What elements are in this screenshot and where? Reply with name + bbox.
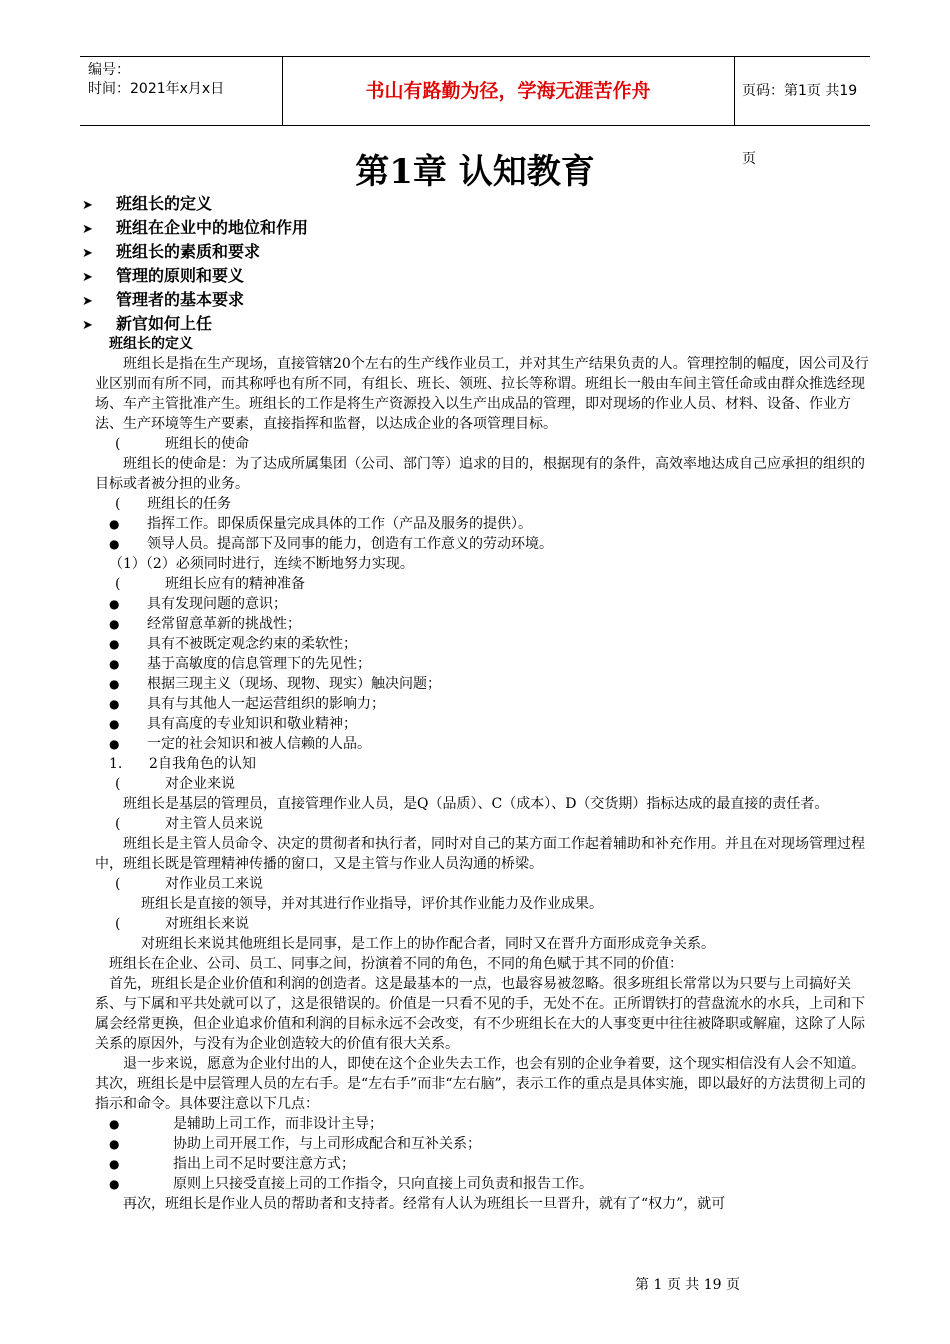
list-item: ● 具有高度的专业知识和敬业精神； [109, 716, 357, 732]
toc-list [82, 192, 308, 336]
dot-bullet-icon: ● [109, 697, 120, 711]
list-item: ● 指出上司不足时要注意方式； [109, 1156, 355, 1172]
toc-item: ➤ 管理的原则和要义 [82, 264, 308, 288]
arrow-bullet-icon: ➤ [82, 198, 93, 213]
header-table [80, 56, 870, 167]
toc-item: ➤ 班组长的定义 [82, 192, 308, 216]
dot-bullet-icon: ● [109, 637, 120, 651]
footer-page-number: 第 1 页 共 19 页 [635, 1277, 740, 1293]
dot-bullet-icon: ● [109, 737, 120, 751]
paragraph: 首先，班组长是企业价值和利润的创造者。这是最基本的一点，也最容易被忽略。很多班组长常常以为只要与上司搞好关系、与下属和平共处就可以了，这是很错误的。价值是一只看不见的手，无处不在。正所谓铁打的营盘流水的水兵，上司和下属会经常更换，但企业追求价值和利润的目标永远不会改变，有不少班组长在大的人事变更中往往被降职或解雇，这除了人际关系的原因外，与没有为企业创造较大的价值有很大关系。 [95, 976, 865, 1052]
time-label: 时间：2021年x月x日 [88, 81, 225, 97]
subsection-heading: ( 对主管人员来说 [115, 816, 263, 832]
paragraph: 班组长是直接的领导，并对其进行作业指导，评价其作业能力及作业成果。 [141, 896, 603, 912]
subsection-heading: ( 班组长的使命 [115, 436, 249, 452]
list-item: ● 具有发现问题的意识； [109, 596, 287, 612]
list-item: ● 基于高敏度的信息管理下的先见性； [109, 656, 371, 672]
dot-bullet-icon: ● [109, 1117, 120, 1131]
arrow-bullet-icon: ➤ [82, 294, 93, 309]
chapter-title: 第1章 认知教育 [355, 152, 595, 192]
arrow-bullet-icon: ➤ [82, 318, 93, 333]
arrow-bullet-icon: ➤ [82, 246, 93, 261]
dot-bullet-icon: ● [109, 1157, 120, 1171]
subsection-heading: ( 对作业员工来说 [115, 876, 263, 892]
list-item: ● 具有不被既定观念约束的柔软性； [109, 636, 357, 652]
dot-bullet-icon: ● [109, 1177, 120, 1191]
dot-bullet-icon: ● [109, 617, 120, 631]
list-item: ● 是辅助上司工作，而非设计主导； [109, 1116, 383, 1132]
list-item: ● 指挥工作。即保质保量完成具体的工作（产品及服务的提供）。 [109, 516, 532, 532]
header-page-code: 页码：第1页 共19页 [742, 83, 858, 167]
arrow-bullet-icon: ➤ [82, 270, 93, 285]
paragraph: （1）（2）必须同时进行，连续不断地努力实现。 [109, 556, 414, 572]
dot-bullet-icon: ● [109, 597, 120, 611]
toc-item: ➤ 班组在企业中的地位和作用 [82, 216, 308, 240]
page-footer [0, 1274, 950, 1294]
subsection-heading: ( 班组长的任务 [115, 496, 232, 512]
paragraph: 班组长的使命是：为了达成所属集团（公司、部门等）追求的目的，根据现有的条件，高效率地达成自己应承担的组织的目标或者被分担的业务。 [95, 456, 865, 492]
subsection-heading: ( 对班组长来说 [115, 916, 249, 932]
toc-item: ➤ 管理者的基本要求 [82, 288, 308, 312]
subsection-heading: ( 对企业来说 [115, 776, 235, 792]
list-item: ● 一定的社会知识和被人信赖的人品。 [109, 736, 371, 752]
toc-item: ➤ 班组长的素质和要求 [82, 240, 308, 264]
toc-item: ➤ 新官如何上任 [82, 312, 308, 336]
header-motto: 书山有路勤为径，学海无涯苦作舟 [365, 80, 651, 102]
list-item: ● 根据三现主义（现场、现物、现实）触决问题； [109, 676, 441, 692]
list-item: ● 协助上司开展工作，与上司形成配合和互补关系； [109, 1136, 481, 1152]
subsection-heading: ( 班组长应有的精神准备 [115, 576, 305, 592]
dot-bullet-icon: ● [109, 1137, 120, 1151]
list-item: ● 领导人员。提高部下及同事的能力，创造有工作意义的劳动环境。 [109, 536, 553, 552]
list-item: ● 经常留意革新的挑战性； [109, 616, 301, 632]
dot-bullet-icon: ● [109, 537, 120, 551]
section-heading: 班组长的定义 [109, 336, 193, 352]
dot-bullet-icon: ● [109, 717, 120, 731]
list-item: ● 具有与其他人一起运营组织的影响力； [109, 696, 385, 712]
subsection-heading: 1. 2自我角色的认知 [109, 756, 256, 772]
number-label: 编号： [88, 62, 130, 78]
paragraph: 退一步来说，愿意为企业付出的人，即使在这个企业失去工作，也会有别的企业争着要，这个现实相信没有人会不知道。其次，班组长是中层管理人员的左右手。是“左右手”而非“左右脑”，表示工作的重点是具体实施，即以最好的方法贯彻上司的指示和命令。具体要注意以下几点： [95, 1056, 866, 1112]
paragraph: 班组长是主管人员命令、决定的贯彻者和执行者，同时对自己的某方面工作起着辅助和补充作用。并且在对现场管理过程中，班组长既是管理精神传播的窗口，又是主管与作业人员沟通的桥梁。 [95, 836, 865, 872]
header-meta [88, 61, 278, 99]
paragraph: 对班组长来说其他班组长是同事，是工作上的协作配合者，同时又在晋升方面形成竞争关系。 [141, 936, 715, 952]
arrow-bullet-icon: ➤ [82, 222, 93, 237]
paragraph: 班组长是基层的管理员，直接管理作业人员，是Q（品质）、C（成本）、D（交货期）指标达成的最直接的责任者。 [123, 796, 829, 812]
paragraph: 班组长在企业、公司、员工、同事之间，扮演着不同的角色，不同的角色赋于其不同的价值： [109, 956, 683, 972]
header-divider [734, 57, 735, 125]
body-text [95, 334, 873, 1214]
dot-bullet-icon: ● [109, 677, 120, 691]
paragraph: 再次，班组长是作业人员的帮助者和支持者。经常有人认为班组长一旦晋升，就有了“权力”，就可 [123, 1196, 726, 1212]
paragraph: 班组长是指在生产现场，直接管辖20个左右的生产线作业员工，并对其生产结果负责的人。管理控制的幅度，因公司及行业区别而有所不同，而其称呼也有所不同，有组长、班长、领班、拉长等称谓。班组长一般由车间主管任命或由群众推选经现场、车产主管批准产生。班组长的工作是将生产资源投入以生产出成品的管理，即对现场的作业人员、材料、设备、作业方法、生产环境等生产要素，直接指挥和监督，以达成企业的各项管理目标。 [95, 356, 869, 432]
dot-bullet-icon: ● [109, 517, 120, 531]
dot-bullet-icon: ● [109, 657, 120, 671]
list-item: ● 原则上只接受直接上司的工作指令，只向直接上司负责和报告工作。 [109, 1176, 593, 1192]
